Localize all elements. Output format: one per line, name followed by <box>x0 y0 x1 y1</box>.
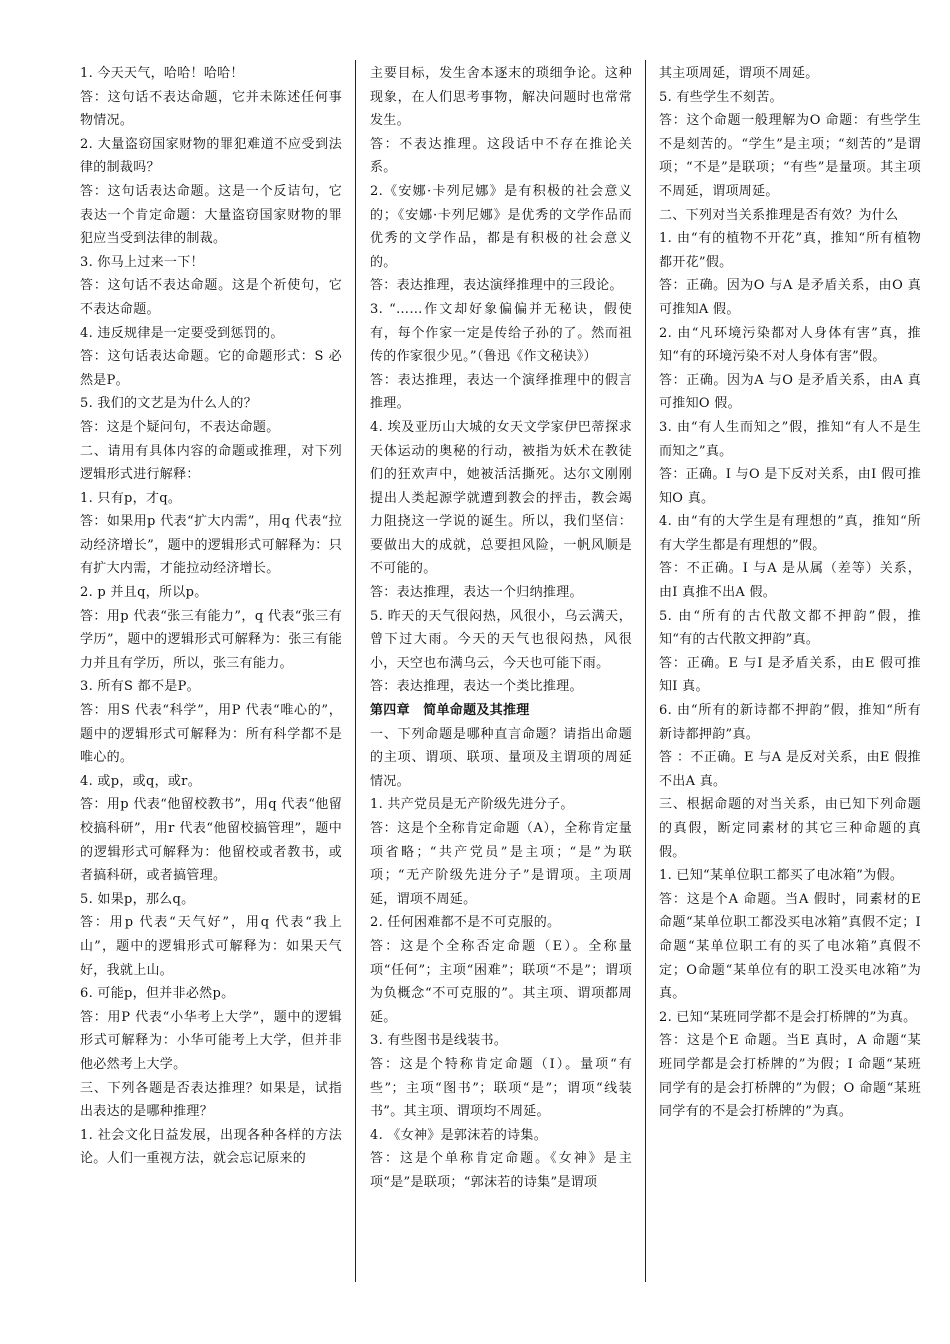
paragraph: 答：正确。E 与I 是矛盾关系，由E 假可推知I 真。 <box>659 655 921 695</box>
paragraph: 答：这是个单称肯定命题。《女神》是主项“是”是联项；“郭沫若的诗集”是谓项 <box>370 1151 632 1190</box>
paragraph: 1. 已知“某单位职工都买了电冰箱”为假。 <box>659 868 904 884</box>
paragraph: 答：这句话不表达命题。这是个祈使句，它不表达命题。 <box>80 278 342 317</box>
paragraph: 5. 我们的文艺是为什么人的？ <box>80 396 258 412</box>
paragraph: 3. 由“有人生而知之”假，推知“有人不是生而知之”真。 <box>659 419 921 459</box>
paragraph: 5. 由“所有的古代散文都不押韵”假，推知“有的古代散文押韵”真。 <box>659 608 921 648</box>
paragraph: 答：不正确。I 与A 是从属（差等）关系，由I 真推不出A 假。 <box>659 561 921 601</box>
paragraph: 答：这句话表达命题。它的命题形式：S 必然是P。 <box>80 349 342 388</box>
paragraph: 1. 今天天气，哈哈！哈哈！ <box>80 66 244 81</box>
paragraph: 答：表达推理，表达一个归纳推理。 <box>370 585 583 601</box>
paragraph: 3. 所有S 都不是P。 <box>80 679 200 695</box>
paragraph: 1. 社会文化日益发展，出现各种各样的方法论。人们一重视方法，就会忘记原来的 <box>80 1127 342 1167</box>
paragraph: 3. “……作文却好象偏偏并无秘诀，假使有，每个作家一定是传给子孙的了。然而祖传的作家很少见。”（鲁迅《作文秘诀》） <box>370 301 632 365</box>
paragraph: 2. 任何困难都不是不可克服的。 <box>370 915 561 931</box>
paragraph: 答：表达推理，表达演绎推理中的三段论。 <box>370 278 623 294</box>
paragraph: 答：正确。因为A 与O 是矛盾关系，由A 真可推知O 假。 <box>659 372 921 412</box>
paragraph: 答：这是个全称肯定命题（A），全称肯定量项省略；“共产党员”是主项；“是”为联项；“无产阶级先进分子”是谓项。主项周延，谓项不周延。 <box>370 821 632 907</box>
paragraph: 答：如果用p 代表“扩大内需”，用q 代表“拉动经济增长”，题中的逻辑形式可解释为：只有扩大内需，才能拉动经济增长。 <box>80 514 342 577</box>
paragraph: 其主项周延，谓项不周延。 <box>659 66 819 81</box>
paragraph: 答：不表达推理。这段话中不存在推论关系。 <box>370 136 632 176</box>
paragraph: 5. 如果p，那么q。 <box>80 891 195 907</box>
paragraph: 4. 由“有的大学生是有理想的”真，推知“所有大学生都是有理想的”假。 <box>659 514 921 553</box>
paragraph: 3. 你马上过来一下！ <box>80 254 204 270</box>
paragraph: 4. 或p，或q，或r。 <box>80 773 201 789</box>
paragraph: 一、下列命题是哪种直言命题？请指出命题的主项、谓项、联项、量项及主谓项的周延情况。 <box>370 726 632 789</box>
paragraph: 5. 昨天的天气很闷热，风很小，乌云满天，曾下过大雨。今天的天气也很闷热，风很小，天空也布满乌云，今天也可能下雨。 <box>370 608 632 671</box>
paragraph: 答：这是个疑问句，不表达命题。 <box>80 419 280 435</box>
paragraph: 答：这个命题一般理解为O 命题：有些学生不是刻苦的。“学生”是主项；“刻苦的”是谓项；“不是”是联项；“有些”是量项。其主项不周延，谓项周延。 <box>659 113 921 199</box>
paragraph: 5. 有些学生不刻苦。 <box>659 89 783 105</box>
paragraph: 4. 违反规律是一定要受到惩罚的。 <box>80 325 284 341</box>
paragraph: 三、下列各题是否表达推理？如果是，试指出表达的是哪种推理？ <box>80 1080 342 1120</box>
paragraph: 1. 共产党员是无产阶级先进分子。 <box>370 797 574 813</box>
column-divider <box>645 60 646 1282</box>
paragraph: 答：用p 代表“张三有能力”，q 代表“张三有学历”，题中的逻辑形式可解释为：张三有能力并且有学历，所以，张三有能力。 <box>80 608 342 671</box>
paragraph: 答：这是个全称否定命题（E）。全称量项“任何”；主项“困难”；联项“不是”；谓项为负概念“不可克服的”。其主项、谓项都周延。 <box>370 938 632 1025</box>
paragraph: 答：用p 代表“天气好”，用q 代表“我上山”，题中的逻辑形式可解释为：如果天气好，我就上山。 <box>80 915 342 978</box>
paragraph: 答：这是个A 命题。当A 假时，同素材的E 命题“某单位职工都没买电冰箱”真假不定；I 命题“某单位职工有的买了电冰箱”真假不定；O命题“某单位有的职工没买电冰箱”为真。 <box>659 891 921 1002</box>
text-column-left <box>80 62 342 1171</box>
paragraph: 二、下列对当关系推理是否有效？为什么 <box>659 207 899 223</box>
paragraph: 2. 已知“某班同学都不是会打桥牌的”为真。 <box>659 1009 917 1025</box>
paragraph: 答：正确。I 与O 是下反对关系，由I 假可推知O 真。 <box>659 467 921 506</box>
paragraph: 主要目标，发生舍本逐末的琐细争论。这种现象，在人们思考事物，解决问题时也常常发生。 <box>370 66 632 129</box>
paragraph: 答：这句话不表达命题，它并未陈述任何事物情况。 <box>80 89 342 129</box>
paragraph: 答：表达推理，表达一个演绎推理中的假言推理。 <box>370 372 632 412</box>
paragraph: 答：这是个E 命题。当E 真时，A 命题“某班同学都是会打桥牌的”为假；I 命题“某班同学有的是会打桥牌的”为假；O 命题“某班同学有的不是会打桥牌的”为真。 <box>659 1033 921 1120</box>
paragraph: 2. p 并且q，所以p。 <box>80 585 208 601</box>
paragraph: 2. 大量盗窃国家财物的罪犯难道不应受到法律的制裁吗？ <box>80 136 342 176</box>
paragraph: 答：用S 代表“科学”，用P 代表“唯心的”，题中的逻辑形式可解释为：所有科学都不是唯心的。 <box>80 703 342 766</box>
paragraph: 4. 埃及亚历山大城的女天文学家伊巴蒂探求天体运动的奥秘的行动，被指为妖术在教徒们的狂欢声中，她被活活撕死。达尔文刚刚提出人类起源学就遭到教会的抨击，教会竭力阻挠这一学说的诞生。所以，我们坚信：要做出大的成就，总要担风险，一帆风顺是不可能的。 <box>370 419 632 577</box>
paragraph: 答：表达推理，表达一个类比推理。 <box>370 679 583 695</box>
paragraph: 6. 可能p，但并非必然p。 <box>80 986 235 1002</box>
paragraph: 答：这句话表达命题。这是一个反诘句，它表达一个肯定命题：大量盗窃国家财物的罪犯应当受到法律的制裁。 <box>80 183 342 247</box>
paragraph: 答：用P 代表“小华考上大学”，题中的逻辑形式可解释为：小华可能考上大学，但并非他必然考上大学。 <box>80 1009 342 1072</box>
paragraph: 答：用p 代表“他留校教书”，用q 代表“他留校搞科研”，用r 代表“他留校搞管理”，题中的逻辑形式可解释为：他留校或者教书，或者搞科研，或者搞管理。 <box>80 797 342 884</box>
paragraph: 二、请用有具体内容的命题或推理，对下列逻辑形式进行解释： <box>80 443 342 483</box>
paragraph: 6. 由“所有的新诗都不押韵”假，推知“所有新诗都押韵”真。 <box>659 703 921 742</box>
text-column-middle <box>370 62 632 1195</box>
paragraph: 4. 《女神》是郭沫若的诗集。 <box>370 1127 548 1143</box>
paragraph: 2. 由“凡环境污染都对人身体有害”真，推知“有的环境污染不对人身体有害”假。 <box>659 325 921 365</box>
column-divider <box>355 60 356 1282</box>
paragraph: 第四章 简单命题及其推理 <box>370 703 530 719</box>
paragraph: 三、根据命题的对当关系，由已知下列命题的真假，断定同素材的其它三种命题的真假。 <box>659 797 921 860</box>
paragraph: 1. 由“有的植物不开花”真，推知“所有植物都开花”假。 <box>659 231 921 270</box>
paragraph: 答 ：不正确。E 与A 是反对关系，由E 假推不出A 真。 <box>659 750 921 789</box>
paragraph: 3. 有些图书是线装书。 <box>370 1033 508 1049</box>
paragraph: 答：正确。因为O 与A 是矛盾关系，由O 真可推知A 假。 <box>659 278 921 317</box>
paragraph: 答：这是个特称肯定命题（I）。量项“有些”；主项“图书”；联项“是”；谓项“线装书”。其主项、谓项均不周延。 <box>370 1056 632 1120</box>
text-column-right <box>659 62 921 1124</box>
paragraph: 1. 只有p，才q。 <box>80 490 182 506</box>
paragraph: 2.《安娜·卡列尼娜》是有积极的社会意义的；《安娜·卡列尼娜》是优秀的文学作品而优秀的文学作品，都是有积极的社会意义的。 <box>370 183 632 270</box>
